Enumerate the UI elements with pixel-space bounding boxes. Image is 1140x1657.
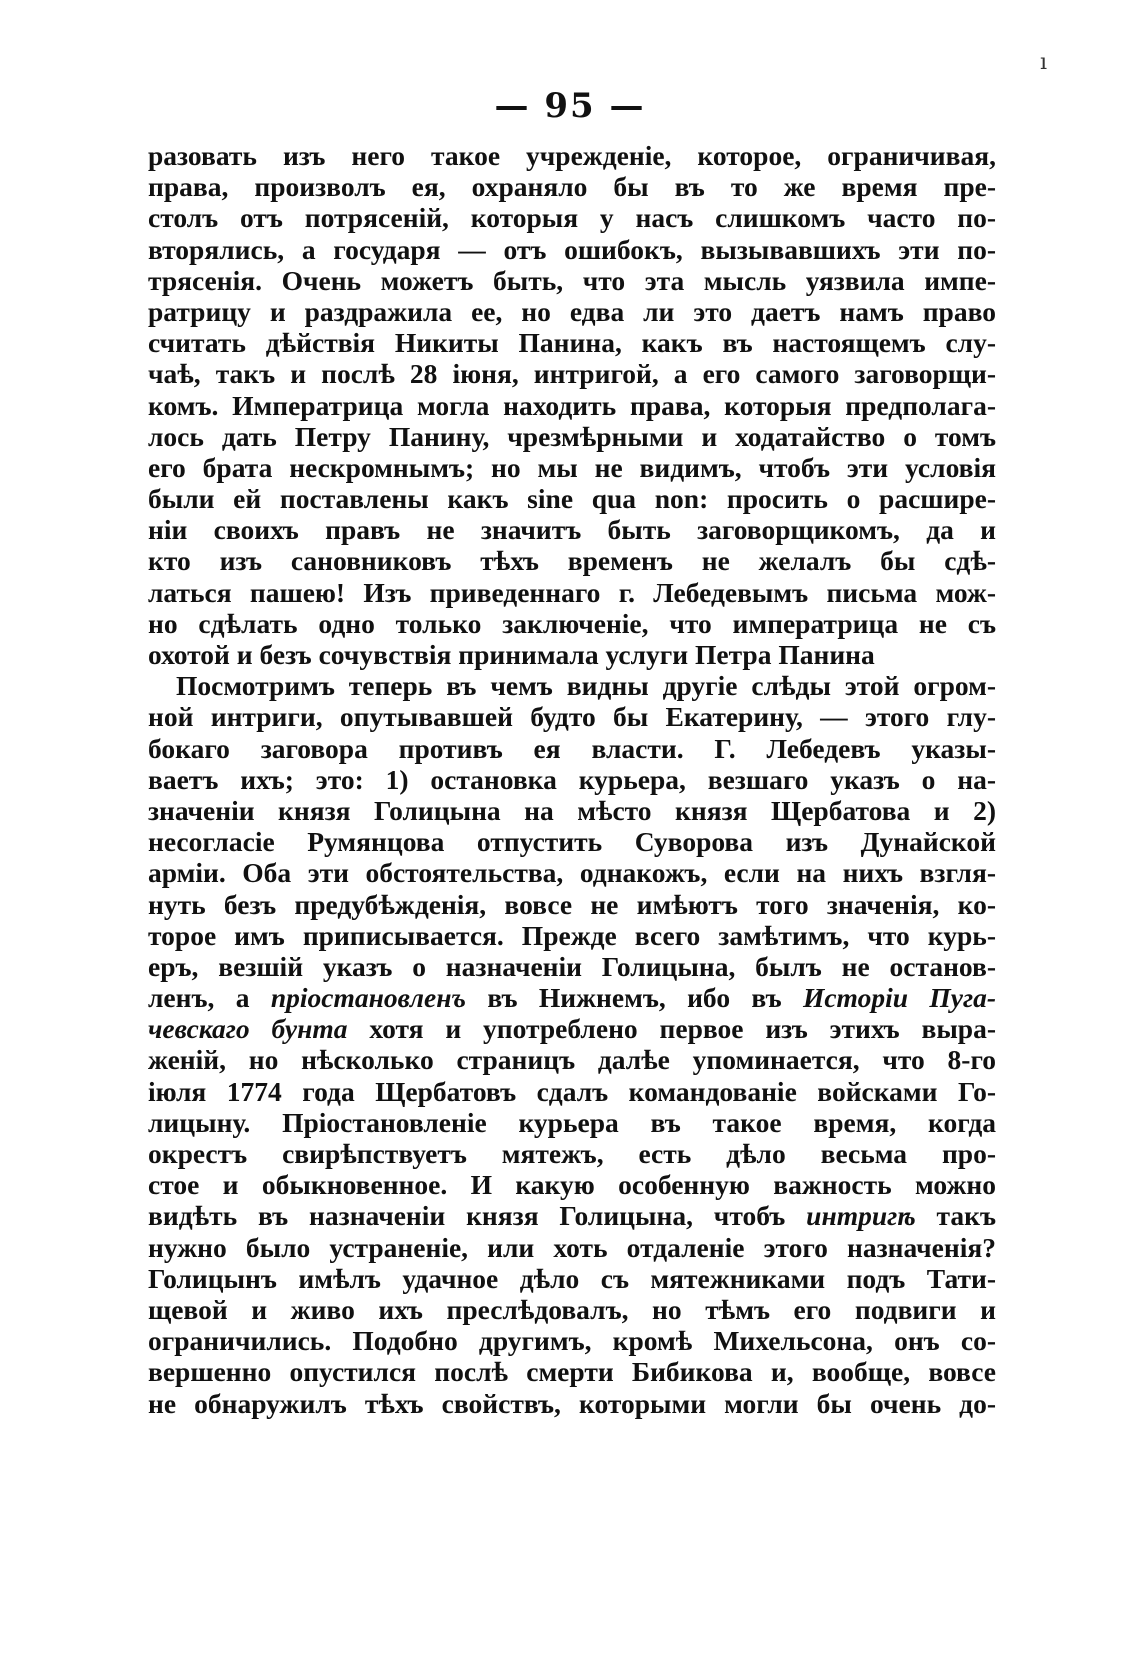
text-line — [148, 982, 996, 1013]
text-line: чаѣ, такъ и послѣ 28 іюня, интригой, а его самого заговорщи- — [148, 358, 996, 390]
corner-mark: ı — [1040, 50, 1048, 75]
text-line: іюля 1774 года Щербатовъ сдалъ командованіе войсками Го- — [148, 1075, 996, 1107]
text-line: латься пашею! Изъ приведеннаго г. Лебедевымъ письма мож- — [148, 576, 996, 608]
text-line: щевой и живо ихъ преслѣдовалъ, но тѣмъ его подвиги и — [148, 1293, 996, 1325]
text-line: его брата нескромнымъ; но мы не видимъ, чтобъ эти условія — [148, 451, 996, 483]
text-line: права, произволъ ея, охраняло бы въ то же время пре- — [148, 171, 996, 203]
text-run: такъ — [915, 1200, 996, 1232]
text-line: лось дать Петру Панину, чрезмѣрными и ходатайство о томъ — [148, 420, 996, 452]
text-line: ной интриги, опутывавшей будто бы Екатерину, — этого глу- — [148, 701, 996, 733]
text-line: считать дѣйствія Никиты Панина, какъ въ настоящемъ слу- — [148, 327, 996, 359]
text-line: но сдѣлать одно только заключеніе, что императрица не съ — [148, 607, 996, 639]
text-line: несогласіе Румянцова отпустить Суворова изъ Дунайской — [148, 826, 996, 858]
text-line: арміи. Оба эти обстоятельства, однакожъ, если на нихъ взгля- — [148, 857, 996, 889]
text-line: комъ. Императрица могла находить права, которыя предполага- — [148, 389, 996, 421]
text-line: торое имъ приписывается. Прежде всего замѣтимъ, что курь- — [148, 919, 996, 951]
text-line: ограничились. Подобно другимъ, кромѣ Михельсона, онъ со- — [148, 1325, 996, 1357]
text-line: вершенно опустился послѣ смерти Бибикова и, вообще, вовсе — [148, 1356, 996, 1388]
text-line: вторялись, а государя — отъ ошибокъ, вызывавшихъ эти по- — [148, 233, 996, 265]
text-line: не обнаружилъ тѣхъ свойствъ, которыми могли бы очень до- — [148, 1387, 996, 1419]
text-line: нужно было устраненіе, или хоть отдаленіе этого назначенія? — [148, 1231, 996, 1263]
text-line: женій, но нѣсколько страницъ далѣе упоминается, что 8-го — [148, 1044, 996, 1076]
text-run: ленъ, а — [148, 982, 271, 1014]
text-line: ваетъ ихъ; это: 1) остановка курьера, везшаго указъ о на- — [148, 763, 996, 795]
text-run: хотя и употреблено первое изъ этихъ выра- — [347, 1013, 996, 1045]
italic-term: пріостановленъ — [270, 982, 466, 1014]
text-run: въ Нижнемъ, ибо въ — [466, 982, 803, 1014]
text-line: значеніи князя Голицына на мѣсто князя Щербатова и 2) — [148, 794, 996, 826]
text-line: были ей поставлены какъ sine qua non: просить о расшире- — [148, 483, 996, 515]
text-line: разовать изъ него такое учрежденіе, которое, ограничивая, — [148, 140, 996, 171]
text-line: охотой и безъ сочувствія принимала услуги Петра Панина — [148, 639, 875, 670]
text-line: Посмотримъ теперь въ чемъ видны другіе слѣды этой огром- — [176, 670, 996, 702]
text-line: бокаго заговора противъ ея власти. Г. Лебедевъ указы- — [148, 732, 996, 764]
text-line: лицыну. Пріостановленіе курьера въ такое время, когда — [148, 1106, 996, 1138]
text-line: ратрицу и раздражила ее, но едва ли это даетъ намъ право — [148, 295, 996, 327]
italic-title: Исторіи Пуга- — [802, 982, 996, 1014]
text-run: видѣть въ назначеніи князя Голицына, чтобъ — [148, 1200, 807, 1232]
page-number: — 95 — — [494, 86, 646, 126]
text-line — [148, 1013, 996, 1044]
text-line — [148, 1200, 996, 1231]
text-line: столъ отъ потрясеній, которыя у насъ слишкомъ часто по- — [148, 202, 996, 234]
text-line: окрестъ свирѣпствуетъ мятежъ, есть дѣло весьма про- — [148, 1138, 996, 1169]
text-line: ніи своихъ правъ не значитъ быть заговорщикомъ, да и — [148, 514, 996, 546]
text-line: кто изъ сановниковъ тѣхъ временъ не желалъ бы сдѣ- — [148, 545, 996, 577]
text-line: Голицынъ имѣлъ удачное дѣло съ мятежниками подъ Тати- — [148, 1262, 996, 1294]
italic-term: интригѣ — [806, 1200, 916, 1232]
italic-title: чевскаго бунта — [148, 1013, 348, 1045]
text-line: стое и обыкновенное. И какую особенную важность можно — [148, 1169, 996, 1201]
text-line: нуть безъ предубѣжденія, вовсе не имѣютъ того значенія, ко- — [148, 888, 996, 920]
text-line: трясенія. Очень можетъ быть, что эта мысль уязвила импе- — [148, 264, 996, 296]
text-line: еръ, везшій указъ о назначеніи Голицына, былъ не останов- — [148, 950, 996, 982]
body-text — [148, 140, 996, 1419]
